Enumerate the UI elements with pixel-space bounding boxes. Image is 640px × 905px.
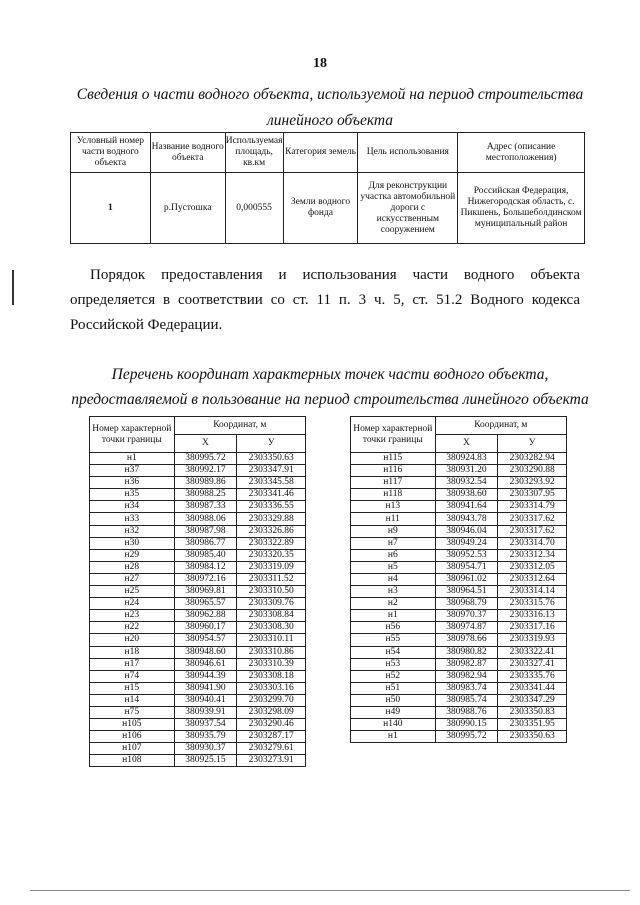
cell-y: 2303307.95 <box>498 489 567 501</box>
header-x: X <box>435 435 498 453</box>
cell-x: 380989.86 <box>174 477 237 489</box>
cell-y: 2303315.76 <box>498 598 567 610</box>
cell-point: н20 <box>90 634 175 646</box>
cell-point: н118 <box>351 489 436 501</box>
cell-x: 380985.74 <box>435 694 498 706</box>
cell-point: н18 <box>90 646 175 658</box>
cell-x: 380960.17 <box>174 622 237 634</box>
cell-y: 2303308.30 <box>237 622 306 634</box>
table-row <box>71 173 585 244</box>
table-cell: 1 <box>71 173 151 244</box>
water-object-table <box>70 132 585 244</box>
cell-x: 380962.88 <box>174 610 237 622</box>
table-row <box>90 694 306 706</box>
table-row <box>351 525 567 537</box>
cell-point: н1 <box>90 453 175 465</box>
cell-x: 380946.04 <box>435 525 498 537</box>
table-row <box>90 537 306 549</box>
table-header-row <box>71 133 585 173</box>
table-row <box>351 598 567 610</box>
cell-y: 2303314.79 <box>498 501 567 513</box>
cell-point: н1 <box>351 731 436 743</box>
scan-margin-line <box>12 270 14 305</box>
cell-x: 380987.98 <box>174 525 237 537</box>
cell-x: 380954.71 <box>435 561 498 573</box>
table-row <box>90 731 306 743</box>
cell-x: 380978.66 <box>435 634 498 646</box>
cell-x: 380949.24 <box>435 537 498 549</box>
cell-x: 380925.15 <box>174 755 237 767</box>
cell-point: н105 <box>90 719 175 731</box>
cell-point: н14 <box>90 694 175 706</box>
cell-x: 380943.78 <box>435 513 498 525</box>
cell-x: 380968.79 <box>435 598 498 610</box>
cell-y: 2303326.86 <box>237 525 306 537</box>
table-row <box>351 465 567 477</box>
table-row <box>90 453 306 465</box>
cell-y: 2303317.62 <box>498 525 567 537</box>
cell-y: 2303322.89 <box>237 537 306 549</box>
cell-x: 380988.76 <box>435 706 498 718</box>
table-row <box>351 586 567 598</box>
header-y: У <box>498 435 567 453</box>
cell-x: 380952.53 <box>435 549 498 561</box>
table-row <box>351 537 567 549</box>
table-row <box>351 694 567 706</box>
table-row <box>351 561 567 573</box>
cell-y: 2303303.16 <box>237 682 306 694</box>
header-cell: Название водного объекта <box>150 133 225 173</box>
table-cell: Земли водного фонда <box>283 173 358 244</box>
cell-point: н22 <box>90 622 175 634</box>
table-row <box>90 465 306 477</box>
header-y: У <box>237 435 306 453</box>
table-row <box>90 622 306 634</box>
cell-point: н50 <box>351 694 436 706</box>
cell-x: 380935.79 <box>174 731 237 743</box>
cell-point: н52 <box>351 670 436 682</box>
table-cell: Для реконструкции участка автомобильной дороги с искусственным сооружением <box>358 173 458 244</box>
cell-y: 2303310.50 <box>237 586 306 598</box>
cell-x: 380982.94 <box>435 670 498 682</box>
page-number: 18 <box>313 56 327 71</box>
table-row <box>351 489 567 501</box>
cell-point: н13 <box>351 501 436 513</box>
cell-y: 2303350.63 <box>237 453 306 465</box>
table-cell: 0,000555 <box>225 173 283 244</box>
cell-point: н53 <box>351 658 436 670</box>
cell-y: 2303350.63 <box>498 731 567 743</box>
cell-x: 380924.83 <box>435 453 498 465</box>
header-coords: Координат, м <box>174 417 305 435</box>
cell-point: н34 <box>90 501 175 513</box>
cell-point: н23 <box>90 610 175 622</box>
cell-y: 2303310.39 <box>237 658 306 670</box>
header-cell: Адрес (описание местоположения) <box>458 133 585 173</box>
cell-x: 380986.77 <box>174 537 237 549</box>
cell-point: н51 <box>351 682 436 694</box>
coords-table-right <box>350 416 567 743</box>
table-row <box>351 453 567 465</box>
cell-y: 2303341.46 <box>237 489 306 501</box>
cell-x: 380984.12 <box>174 561 237 573</box>
cell-x: 380944.39 <box>174 670 237 682</box>
header-point: Номер характерной точки границы <box>351 417 436 453</box>
cell-y: 2303298.09 <box>237 706 306 718</box>
cell-y: 2303329.88 <box>237 513 306 525</box>
table-row <box>351 670 567 682</box>
cell-x: 380972.16 <box>174 573 237 585</box>
table-row <box>351 719 567 731</box>
cell-x: 380941.90 <box>174 682 237 694</box>
cell-y: 2303273.91 <box>237 755 306 767</box>
cell-point: н32 <box>90 525 175 537</box>
table-row <box>90 755 306 767</box>
table-row <box>90 743 306 755</box>
cell-point: н5 <box>351 561 436 573</box>
table-row <box>90 513 306 525</box>
cell-y: 2303290.88 <box>498 465 567 477</box>
section-title-line2: линейного объекта <box>267 112 393 129</box>
table-row <box>90 706 306 718</box>
paragraph-line3: Российской Федерации. <box>70 317 223 333</box>
cell-y: 2303312.05 <box>498 561 567 573</box>
cell-x: 380941.64 <box>435 501 498 513</box>
cell-x: 380969.81 <box>174 586 237 598</box>
cell-y: 2303279.61 <box>237 743 306 755</box>
table-row <box>351 646 567 658</box>
header-coords: Координат, м <box>435 417 566 435</box>
cell-point: н24 <box>90 598 175 610</box>
cell-x: 380940.41 <box>174 694 237 706</box>
header-cell: Категория земель <box>283 133 358 173</box>
table-row <box>90 586 306 598</box>
header-cell: Условный номер части водного объекта <box>71 133 151 173</box>
cell-point: н28 <box>90 561 175 573</box>
table-row <box>90 549 306 561</box>
table-row <box>90 682 306 694</box>
table-row <box>90 634 306 646</box>
table-row <box>351 658 567 670</box>
coords-title-line2: предоставляемой в пользование на период строительства линейного объекта <box>71 391 589 408</box>
cell-y: 2303310.11 <box>237 634 306 646</box>
table-cell: Российская Федерация, Нижегородская область, с. Пикшень, Большеболдинском муниципальный район <box>458 173 585 244</box>
table-row <box>351 622 567 634</box>
cell-x: 380946.61 <box>174 658 237 670</box>
cell-y: 2303299.70 <box>237 694 306 706</box>
table-row <box>90 670 306 682</box>
cell-x: 380990.15 <box>435 719 498 731</box>
cell-point: н15 <box>90 682 175 694</box>
cell-point: н9 <box>351 525 436 537</box>
cell-point: н27 <box>90 573 175 585</box>
cell-y: 2303350.83 <box>498 706 567 718</box>
cell-y: 2303319.93 <box>498 634 567 646</box>
cell-point: н108 <box>90 755 175 767</box>
cell-point: н7 <box>351 537 436 549</box>
cell-x: 380930.37 <box>174 743 237 755</box>
cell-point: н1 <box>351 610 436 622</box>
cell-point: н3 <box>351 586 436 598</box>
table-row <box>351 549 567 561</box>
header-cell: Используемая площадь, кв.км <box>225 133 283 173</box>
cell-point: н74 <box>90 670 175 682</box>
cell-point: н54 <box>351 646 436 658</box>
cell-point: н4 <box>351 573 436 585</box>
cell-x: 380980.82 <box>435 646 498 658</box>
table-row <box>351 573 567 585</box>
cell-y: 2303319.09 <box>237 561 306 573</box>
cell-x: 380985.40 <box>174 549 237 561</box>
section-title-line1: Сведения о части водного объекта, используемой на период строительства <box>76 86 584 103</box>
cell-x: 380965.57 <box>174 598 237 610</box>
cell-y: 2303320.35 <box>237 549 306 561</box>
cell-y: 2303310.86 <box>237 646 306 658</box>
cell-point: н116 <box>351 465 436 477</box>
table-row <box>90 489 306 501</box>
cell-y: 2303290.46 <box>237 719 306 731</box>
table-row <box>90 719 306 731</box>
cell-point: н117 <box>351 477 436 489</box>
cell-x: 380932.54 <box>435 477 498 489</box>
coords-title-line1: Перечень координат характерных точек части водного объекта, <box>111 366 549 383</box>
header-point: Номер характерной точки границы <box>90 417 175 453</box>
cell-x: 380931.20 <box>435 465 498 477</box>
cell-y: 2303308.84 <box>237 610 306 622</box>
table-row <box>90 646 306 658</box>
cell-x: 380988.25 <box>174 489 237 501</box>
cell-y: 2303308.18 <box>237 670 306 682</box>
cell-y: 2303327.41 <box>498 658 567 670</box>
cell-y: 2303316.13 <box>498 610 567 622</box>
paragraph-line1: Порядок предоставления и использования части водного объекта <box>90 267 580 283</box>
cell-y: 2303314.14 <box>498 586 567 598</box>
cell-y: 2303347.29 <box>498 694 567 706</box>
cell-point: н35 <box>90 489 175 501</box>
cell-x: 380937.54 <box>174 719 237 731</box>
cell-point: н33 <box>90 513 175 525</box>
table-row <box>351 682 567 694</box>
table-row <box>351 513 567 525</box>
cell-y: 2303309.76 <box>237 598 306 610</box>
cell-x: 380954.57 <box>174 634 237 646</box>
cell-y: 2303351.95 <box>498 719 567 731</box>
header-cell: Цель использования <box>358 133 458 173</box>
cell-point: н29 <box>90 549 175 561</box>
cell-y: 2303282.94 <box>498 453 567 465</box>
cell-x: 380961.02 <box>435 573 498 585</box>
cell-y: 2303317.62 <box>498 513 567 525</box>
cell-point: н37 <box>90 465 175 477</box>
table-row <box>90 573 306 585</box>
cell-y: 2303341.44 <box>498 682 567 694</box>
cell-point: н140 <box>351 719 436 731</box>
cell-point: н11 <box>351 513 436 525</box>
cell-y: 2303347.91 <box>237 465 306 477</box>
table-row <box>90 477 306 489</box>
cell-x: 380987.33 <box>174 501 237 513</box>
cell-x: 380995.72 <box>174 453 237 465</box>
cell-point: н115 <box>351 453 436 465</box>
table-row <box>90 598 306 610</box>
table-row <box>351 610 567 622</box>
cell-y: 2303335.76 <box>498 670 567 682</box>
table-row <box>351 731 567 743</box>
cell-x: 380970.37 <box>435 610 498 622</box>
cell-y: 2303314.70 <box>498 537 567 549</box>
header-x: X <box>174 435 237 453</box>
cell-y: 2303312.34 <box>498 549 567 561</box>
cell-x: 380974.87 <box>435 622 498 634</box>
cell-y: 2303311.52 <box>237 573 306 585</box>
coords-table-left <box>89 416 306 767</box>
cell-point: н30 <box>90 537 175 549</box>
table-row <box>90 501 306 513</box>
cell-point: н2 <box>351 598 436 610</box>
cell-x: 380938.60 <box>435 489 498 501</box>
cell-x: 380995.72 <box>435 731 498 743</box>
scan-bottom-line <box>30 890 630 891</box>
table-row <box>351 634 567 646</box>
cell-x: 380964.51 <box>435 586 498 598</box>
table-row <box>90 561 306 573</box>
table-row <box>351 501 567 513</box>
cell-y: 2303336.55 <box>237 501 306 513</box>
table-row <box>90 658 306 670</box>
cell-y: 2303322.41 <box>498 646 567 658</box>
table-row <box>90 610 306 622</box>
table-row <box>351 706 567 718</box>
cell-y: 2303312.64 <box>498 573 567 585</box>
cell-point: н75 <box>90 706 175 718</box>
cell-point: н25 <box>90 586 175 598</box>
table-cell: р.Пустошка <box>150 173 225 244</box>
paragraph-line2: определяется в соответствии со ст. 11 п. 3 ч. 5, ст. 51.2 Водного кодекса <box>70 292 580 308</box>
cell-y: 2303293.92 <box>498 477 567 489</box>
cell-point: н55 <box>351 634 436 646</box>
cell-point: н106 <box>90 731 175 743</box>
cell-point: н6 <box>351 549 436 561</box>
cell-point: н56 <box>351 622 436 634</box>
cell-point: н107 <box>90 743 175 755</box>
cell-x: 380939.91 <box>174 706 237 718</box>
cell-y: 2303287.17 <box>237 731 306 743</box>
cell-x: 380983.74 <box>435 682 498 694</box>
cell-y: 2303317.16 <box>498 622 567 634</box>
cell-x: 380988.06 <box>174 513 237 525</box>
cell-x: 380992.17 <box>174 465 237 477</box>
cell-point: н49 <box>351 706 436 718</box>
cell-point: н17 <box>90 658 175 670</box>
table-row <box>351 477 567 489</box>
cell-x: 380982.87 <box>435 658 498 670</box>
table-row <box>90 525 306 537</box>
cell-y: 2303345.58 <box>237 477 306 489</box>
cell-point: н36 <box>90 477 175 489</box>
cell-x: 380948.60 <box>174 646 237 658</box>
